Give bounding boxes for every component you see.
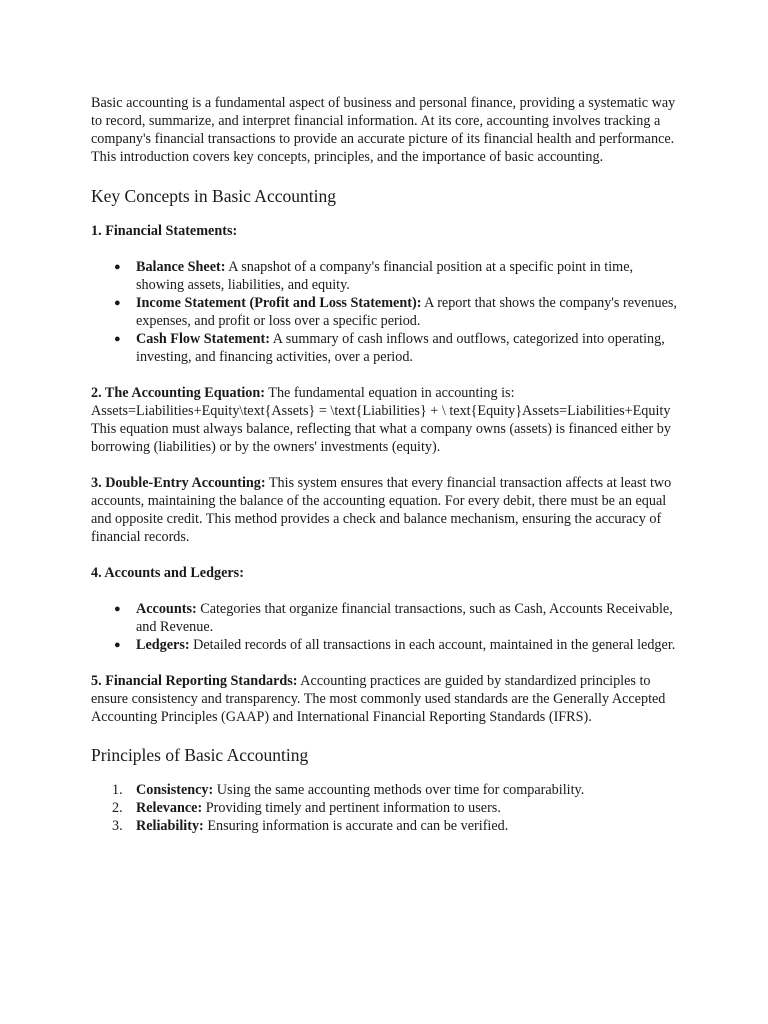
list-item-term: Consistency: xyxy=(136,782,214,798)
list-item-term: Reliability: xyxy=(136,818,204,834)
bullet-icon: ● xyxy=(114,333,121,345)
list-item-number: 2. xyxy=(112,800,123,816)
list-item-term: Accounts: xyxy=(136,601,197,617)
list-item-term: Ledgers: xyxy=(136,637,190,653)
reporting-standards-paragraph xyxy=(91,672,683,726)
list-item-text: Providing timely and pertinent information to users. xyxy=(202,800,501,816)
list-item xyxy=(91,330,683,366)
reporting-standards-title: 5. Financial Reporting Standards: xyxy=(91,673,298,689)
list-item xyxy=(91,799,683,817)
document-page xyxy=(91,94,683,853)
section-heading-principles: Principles of Basic Accounting xyxy=(91,745,309,765)
accounts-ledgers-list xyxy=(91,600,683,654)
list-item xyxy=(91,258,683,294)
financial-statements-list xyxy=(91,258,683,366)
list-item-text: Using the same accounting methods over time for comparability. xyxy=(213,782,585,798)
list-item-text: Categories that organize financial transactions, such as Cash, Accounts Receivable, and Revenue. xyxy=(136,601,673,635)
list-item xyxy=(91,817,683,835)
bullet-icon: ● xyxy=(114,639,121,651)
list-item-text: A snapshot of a company's financial position at a specific point in time, showing assets, liabilities, and equity. xyxy=(136,259,634,293)
list-item xyxy=(91,294,683,330)
accounts-ledgers-title: 4. Accounts and Ledgers: xyxy=(91,565,244,581)
bullet-icon: ● xyxy=(114,297,121,309)
principles-list xyxy=(91,781,683,835)
bullet-icon: ● xyxy=(114,603,121,615)
double-entry-text: This system ensures that every financial transaction affects at least two accounts, maintaining the balance of the accounting equation. For every debit, there must be an equal and opposite credit. This method provides a check and balance mechanism, ensuring the accuracy of financial records. xyxy=(91,475,672,545)
section-heading-key-concepts: Key Concepts in Basic Accounting xyxy=(91,186,336,206)
list-item-term: Relevance: xyxy=(136,800,203,816)
list-item-number: 3. xyxy=(112,818,123,834)
list-item xyxy=(91,600,683,636)
list-item-term: Cash Flow Statement: xyxy=(136,331,270,347)
list-item-text: Ensuring information is accurate and can be verified. xyxy=(203,818,509,834)
financial-statements-title: 1. Financial Statements: xyxy=(91,223,238,239)
accounting-equation-paragraph xyxy=(91,384,683,456)
list-item-term: Income Statement (Profit and Loss Statement): xyxy=(136,295,422,311)
list-item xyxy=(91,781,683,799)
list-item-term: Balance Sheet: xyxy=(136,259,226,275)
list-item-text: Detailed records of all transactions in each account, maintained in the general ledger. xyxy=(189,637,676,653)
list-item-number: 1. xyxy=(112,782,123,798)
bullet-icon: ● xyxy=(114,261,121,273)
accounting-equation-text: The fundamental equation in accounting is: Assets=Liabilities+Equity\text{Assets} = \text{Liabilities} + \ text{Equity}Assets=Liabilities+Equity This equation must always balance, reflecting that what a company owns (assets) is financed either by borrowing (liabilities) or by the owners' investments (equity). xyxy=(91,385,671,455)
double-entry-paragraph xyxy=(91,474,683,546)
reporting-standards-text: Accounting practices are guided by standardized principles to ensure consistency and transparency. The most commonly used standards are the Generally Accepted Accounting Principles (GAAP) and International Financial Reporting Standards (IFRS). xyxy=(91,673,666,725)
list-item xyxy=(91,636,683,654)
list-item-text: A report that shows the company's revenues, expenses, and profit or loss over a specific period. xyxy=(136,295,677,329)
intro-paragraph: Basic accounting is a fundamental aspect of business and personal finance, providing a systematic way to record, summarize, and interpret financial information. At its core, accounting involves tracking a company's financial transactions to provide an accurate picture of its financial health and performance. This introduction covers key concepts, principles, and the importance of basic accounting. xyxy=(91,95,676,165)
accounting-equation-title: 2. The Accounting Equation: xyxy=(91,385,265,401)
list-item-text: A summary of cash inflows and outflows, categorized into operating, investing, and financing activities, over a period. xyxy=(136,331,665,365)
double-entry-title: 3. Double-Entry Accounting: xyxy=(91,475,266,491)
